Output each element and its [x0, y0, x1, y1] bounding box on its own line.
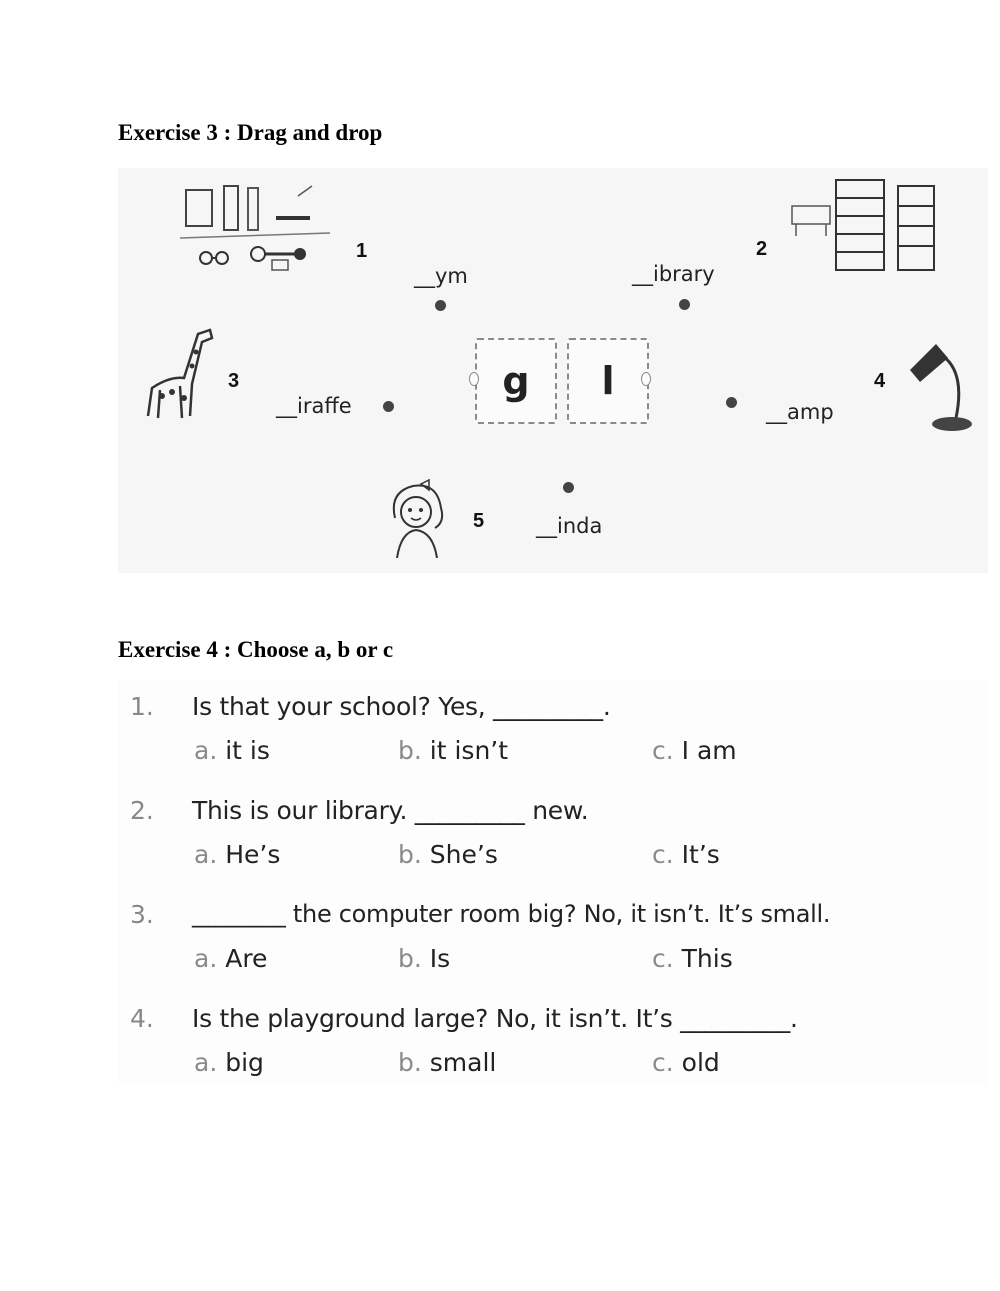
option-text: I am: [673, 736, 737, 765]
question-2-option-c[interactable]: [652, 840, 720, 869]
letter-tile-l[interactable]: l: [567, 338, 649, 424]
drag-drop-panel: [118, 168, 988, 573]
question-2-option-b[interactable]: [398, 840, 498, 869]
multiple-choice-panel: [118, 680, 988, 1085]
question-4-number: 4.: [130, 1004, 154, 1033]
question-2-option-a[interactable]: [194, 840, 280, 869]
option-text: This: [673, 944, 733, 973]
question-1-option-c[interactable]: [652, 736, 737, 765]
option-text: Are: [217, 944, 268, 973]
option-text: small: [421, 1048, 497, 1077]
option-letter: c.: [652, 736, 674, 765]
option-letter: b.: [398, 840, 422, 869]
question-3-option-c[interactable]: [652, 944, 733, 973]
question-3-text: ________ the computer room big? No, it isn’t. It’s small.: [192, 900, 831, 928]
item-2-drop-target[interactable]: [679, 299, 690, 310]
question-4-text: Is the playground large? No, it isn’t. It’s _________.: [192, 1004, 798, 1033]
exercise-3-title: Exercise 3 : Drag and drop: [118, 120, 383, 145]
option-letter: c.: [652, 840, 674, 869]
item-3-number: 3: [228, 370, 240, 392]
option-letter: c.: [652, 1048, 674, 1077]
item-1-number: 1: [356, 240, 368, 262]
desk-lamp-picture: [906, 340, 976, 435]
question-4-option-a[interactable]: [194, 1048, 264, 1077]
question-1-text: Is that your school? Yes, _________.: [192, 692, 611, 721]
girl-picture: [383, 478, 453, 560]
option-letter: a.: [194, 944, 218, 973]
question-1-option-a[interactable]: [194, 736, 270, 765]
option-letter: b.: [398, 1048, 422, 1077]
tile-l-tab: [641, 372, 651, 386]
question-2-number: 2.: [130, 796, 154, 825]
option-text: old: [673, 1048, 720, 1077]
tile-g-tab: [469, 372, 479, 386]
question-3-option-a[interactable]: [194, 944, 267, 973]
item-5-number: 5: [473, 510, 485, 532]
question-1-number: 1.: [130, 692, 154, 721]
option-text: it is: [217, 736, 270, 765]
option-letter: a.: [194, 736, 218, 765]
question-1-option-b[interactable]: [398, 736, 508, 765]
gym-room-picture: [180, 178, 330, 273]
option-letter: b.: [398, 944, 422, 973]
item-4-number: 4: [874, 370, 886, 392]
question-3-option-b[interactable]: [398, 944, 450, 973]
question-2-text: This is our library. _________ new.: [192, 796, 589, 825]
item-2-word: __ibrary: [632, 262, 715, 286]
option-text: He’s: [217, 840, 281, 869]
option-letter: b.: [398, 736, 422, 765]
library-shelves-picture: [786, 176, 941, 276]
option-text: Is: [421, 944, 451, 973]
option-text: it isn’t: [421, 736, 509, 765]
option-text: big: [217, 1048, 264, 1077]
item-1-drop-target[interactable]: [435, 300, 446, 311]
item-4-word: __amp: [766, 400, 834, 424]
exercise-4-title: Exercise 4 : Choose a, b or c: [118, 637, 394, 662]
item-3-drop-target[interactable]: [383, 401, 394, 412]
item-4-drop-target[interactable]: [726, 397, 737, 408]
item-5-word: __inda: [536, 514, 603, 538]
item-3-word: __iraffe: [276, 394, 352, 418]
item-2-number: 2: [756, 238, 768, 260]
question-4-option-c[interactable]: [652, 1048, 720, 1077]
option-text: She’s: [421, 840, 498, 869]
question-3-number: 3.: [130, 900, 154, 929]
question-4-option-b[interactable]: [398, 1048, 496, 1077]
option-letter: a.: [194, 840, 218, 869]
letter-tile-g[interactable]: g: [475, 338, 557, 424]
giraffe-picture: [140, 326, 220, 426]
option-text: It’s: [673, 840, 720, 869]
option-letter: a.: [194, 1048, 218, 1077]
option-letter: c.: [652, 944, 674, 973]
item-5-drop-target[interactable]: [563, 482, 574, 493]
item-1-word: __ym: [414, 264, 468, 288]
